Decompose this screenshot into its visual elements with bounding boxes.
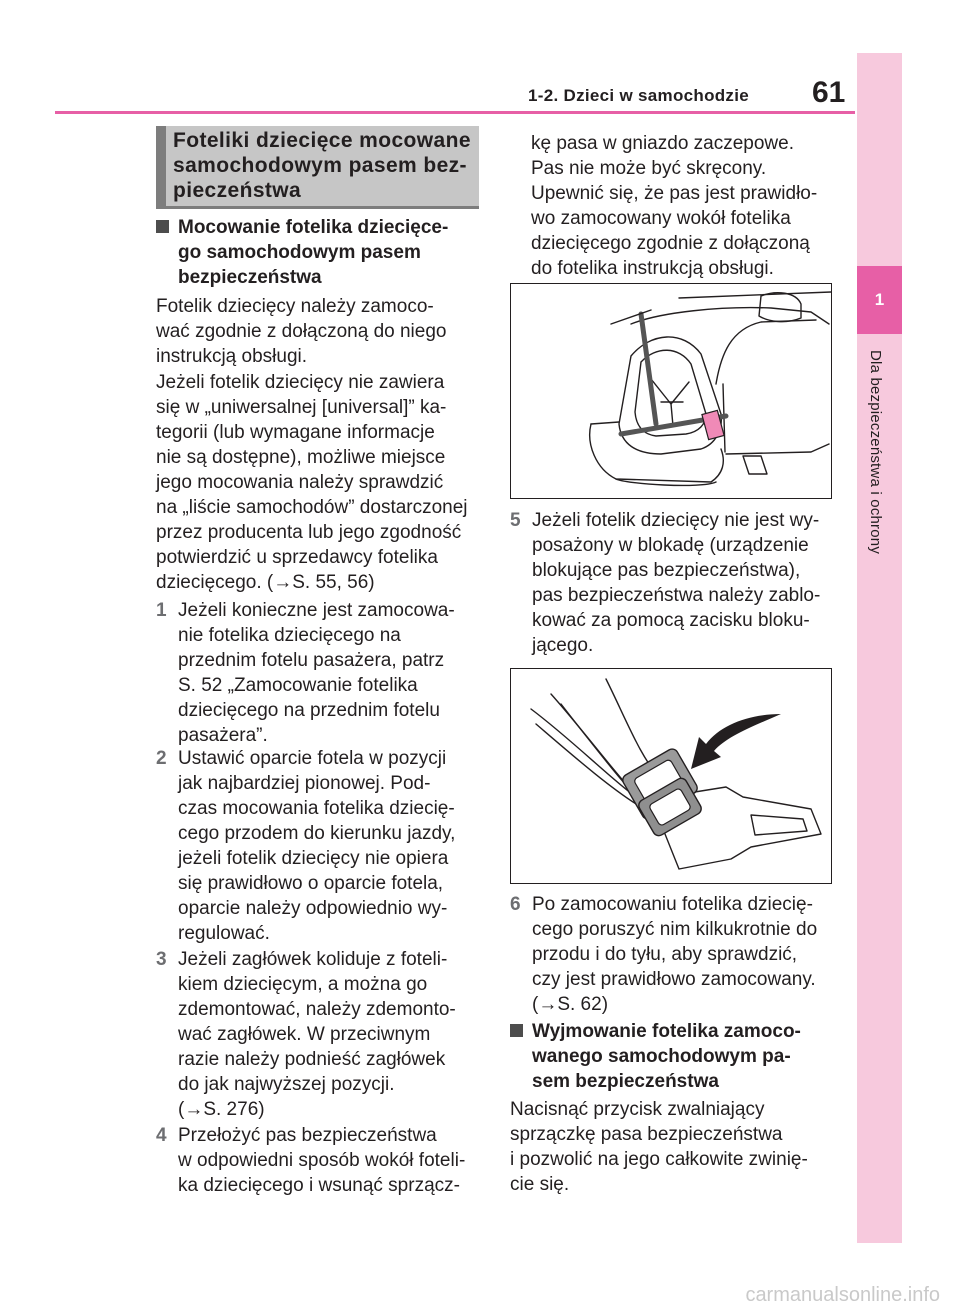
step-6 xyxy=(510,892,840,1017)
step-text: Przełożyć pas bezpieczeństwa w odpowiedni sposób wokół foteli- ka dziecięcego i wsunąć sprzącz- xyxy=(178,1125,466,1196)
square-bullet-icon xyxy=(510,1024,523,1037)
subheading-text: Wyjmowanie fotelika zamoco- wanego samochodowym pa- sem bezpieczeństwa xyxy=(532,1021,801,1092)
figure-child-seat xyxy=(510,283,832,499)
step-text: Jeżeli fotelik dziecięcy nie jest wy- posażony w blokadę (urządzenie blokujące pas bezpieczeństwa), pas bezpieczeństwa należy zablo- kować za pomocą zacisku bloku- jącego. xyxy=(532,510,821,656)
paragraph-removal: Nacisnąć przycisk zwalniający sprzączkę pasa bezpieczeństwa i pozwolić na jego całkowite zwinię- cie się. xyxy=(510,1099,808,1195)
chapter-number: 1 xyxy=(857,266,902,334)
step-5 xyxy=(510,508,840,658)
step-text: Ustawić oparcie fotela w pozycji jak najbardziej pionowej. Pod- czas mocowania fotelika dziecię- cego przodem do kierunku jazdy, jeżeli fotelik dziecięcy nie opiera się prawidłowo o oparcie fotela, oparcie należy odpowiednio wy- regulować. xyxy=(178,748,456,944)
page-number: 61 xyxy=(812,76,846,109)
step-text: Po zamocowaniu fotelika dziecię- cego poruszyć nim kilkukrotnie do przodu i do tyłu, aby sprawdzić, czy jest prawidłowo zamocowany. (→S. 62) xyxy=(532,894,818,1015)
section-title: Foteliki dziecięce mocowane samochodowym pasem bez- pieczeństwa xyxy=(173,129,471,202)
step-number: 3 xyxy=(156,949,167,970)
child-seat-illustration xyxy=(511,284,831,498)
locking-clip-illustration xyxy=(511,669,831,883)
figure-locking-clip xyxy=(510,668,832,884)
step-number: 2 xyxy=(156,748,167,769)
step-number: 4 xyxy=(156,1125,167,1146)
paragraph-mounting: Fotelik dziecięcy należy zamoco- wać zgodnie z dołączoną do niego instrukcją obsługi. xyxy=(156,296,447,367)
section-title-box xyxy=(156,126,479,209)
watermark: carmanualsonline.info xyxy=(745,1284,940,1306)
section-title-bar xyxy=(156,126,166,206)
square-bullet-icon xyxy=(156,220,169,233)
step-3 xyxy=(156,947,486,1122)
step-number: 6 xyxy=(510,894,521,915)
chapter-title: Dla bezpieczeństwa i ochrony xyxy=(867,350,884,555)
step-1 xyxy=(156,598,486,748)
chapter-tab xyxy=(857,53,902,1243)
step-2 xyxy=(156,746,486,946)
paragraph-category: Jeżeli fotelik dziecięcy nie zawiera się w „uniwersalnej [universal]” ka- tegorii (lub wymagane informacje nie są dostępne), możliwe miejsce jego mocowania należy sprawdzić na „liście samochodów” dostarczonej przez producenta lub jego zgodność potwierdzić u sprzedawcy fotelika dziecięcego. (→S. 55, 56) xyxy=(156,372,468,593)
step-4 xyxy=(156,1123,486,1203)
step-number: 1 xyxy=(156,600,167,621)
step-number: 5 xyxy=(510,510,521,531)
header-rule xyxy=(55,111,855,114)
section-header: 1-2. Dzieci w samochodzie xyxy=(528,86,750,105)
step-text: Jeżeli zagłówek koliduje z foteli- kiem dziecięcym, a można go zdemontować, należy zdemonto- wać zagłówek. W przeciwnym razie należy podnieść zagłówek do jak najwyższej pozycji. (→S. 276) xyxy=(178,949,456,1120)
step-4-continued: kę pasa w gniazdo zaczepowe. Pas nie może być skręcony. Upewnić się, że pas jest prawidło- wo zamocowany wokół fotelika dziecięcego zgodnie z dołączoną do fotelika instrukcją obsługi. xyxy=(531,133,818,279)
subheading-removal xyxy=(510,1019,840,1099)
subheading-text: Mocowanie fotelika dziecięce- go samochodowym pasem bezpieczeństwa xyxy=(178,217,449,288)
subheading-mounting xyxy=(156,215,486,295)
step-text: Jeżeli konieczne jest zamocowa- nie fotelika dziecięcego na przednim fotelu pasażera, patrz S. 52 „Zamocowanie fotelika dziecięcego na przednim fotelu pasażera”. xyxy=(178,600,455,746)
